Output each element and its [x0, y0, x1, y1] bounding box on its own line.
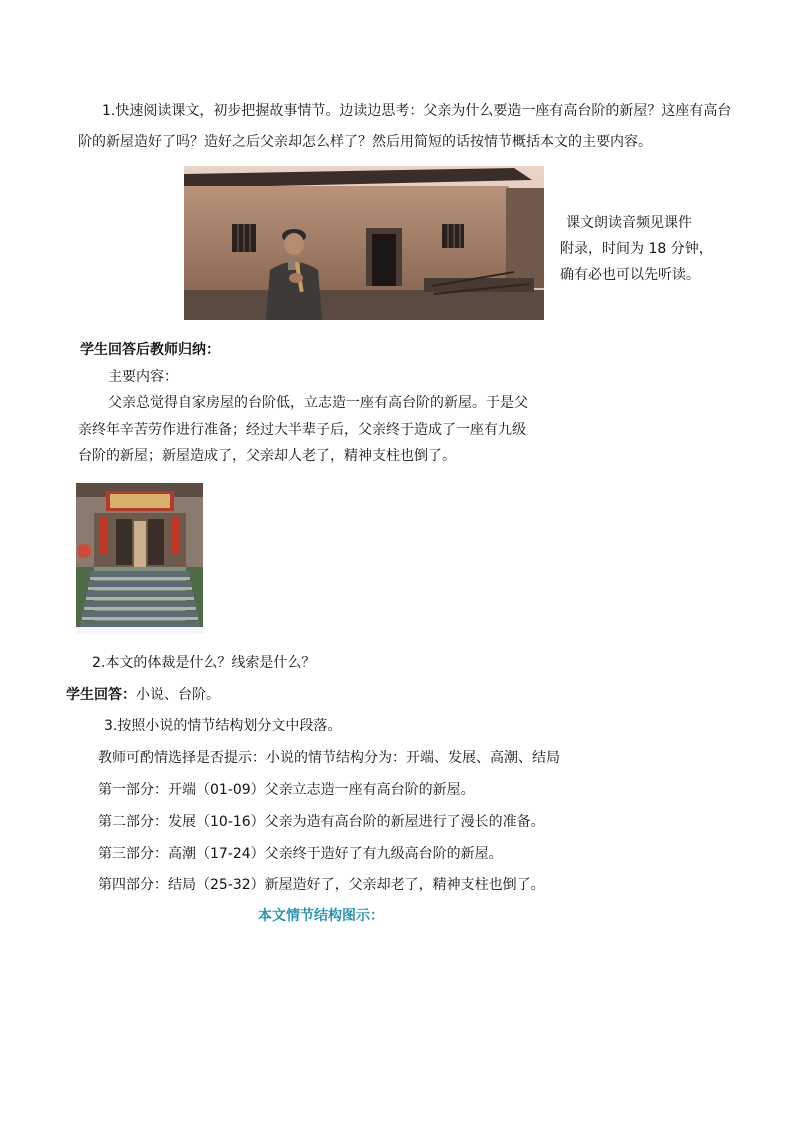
q2-answer-line — [66, 685, 220, 705]
summary-label: 主要内容： — [108, 369, 178, 385]
q3-part-3: 第三部分：高潮（17-24）父亲终于造好了有九级高台阶的新屋。 — [98, 846, 503, 862]
q2-answer-label: 学生回答： — [66, 687, 136, 703]
summary-line-2: 亲终年辛苦劳作进行准备；经过大半辈子后，父亲终于造成了一座有九级 — [78, 422, 526, 438]
q3-part-1: 第一部分：开端（01-09）父亲立志造一座有高台阶的新屋。 — [98, 782, 475, 798]
q1-line-1: 1.快速阅读课文，初步把握故事情节。边读边思考：父亲为什么要造一座有高台阶的新屋？这座有高台 — [102, 103, 732, 119]
q3-hint: 教师可酌情选择是否提示：小说的情节结构分为：开端、发展、高潮、结局 — [98, 750, 560, 766]
q2-question: 2.本文的体裁是什么？线索是什么？ — [92, 655, 316, 671]
summary-heading: 学生回答后教师归纳： — [80, 342, 220, 358]
q3-part-4: 第四部分：结局（25-32）新屋造好了，父亲却老了，精神支柱也倒了。 — [98, 877, 545, 893]
side-note-line-3: 确有必也可以先听读。 — [560, 267, 700, 283]
q3-question: 3.按照小说的情节结构划分文中段落。 — [104, 718, 342, 734]
diagram-caption: 本文情节结构图示： — [258, 908, 384, 924]
summary-line-3: 台阶的新屋；新屋造成了，父亲却人老了，精神支柱也倒了。 — [78, 448, 456, 464]
summary-line-1: 父亲总觉得自家房屋的台阶低，立志造一座有高台阶的新屋。于是父 — [108, 395, 528, 411]
q2-answer: 小说、台阶。 — [136, 687, 220, 703]
q1-line-2: 阶的新屋造好了吗？造好之后父亲却怎么样了？然后用简短的话按情节概括本文的主要内容。 — [78, 134, 652, 150]
old-house-photo — [184, 166, 544, 320]
side-note-line-1: 课文朗读音频见课件 — [566, 215, 692, 231]
door-steps-photo — [76, 483, 203, 634]
side-note-line-2: 附录，时间为 18 分钟， — [560, 241, 713, 257]
q3-part-2: 第二部分：发展（10-16）父亲为造有高台阶的新屋进行了漫长的准备。 — [98, 814, 545, 830]
